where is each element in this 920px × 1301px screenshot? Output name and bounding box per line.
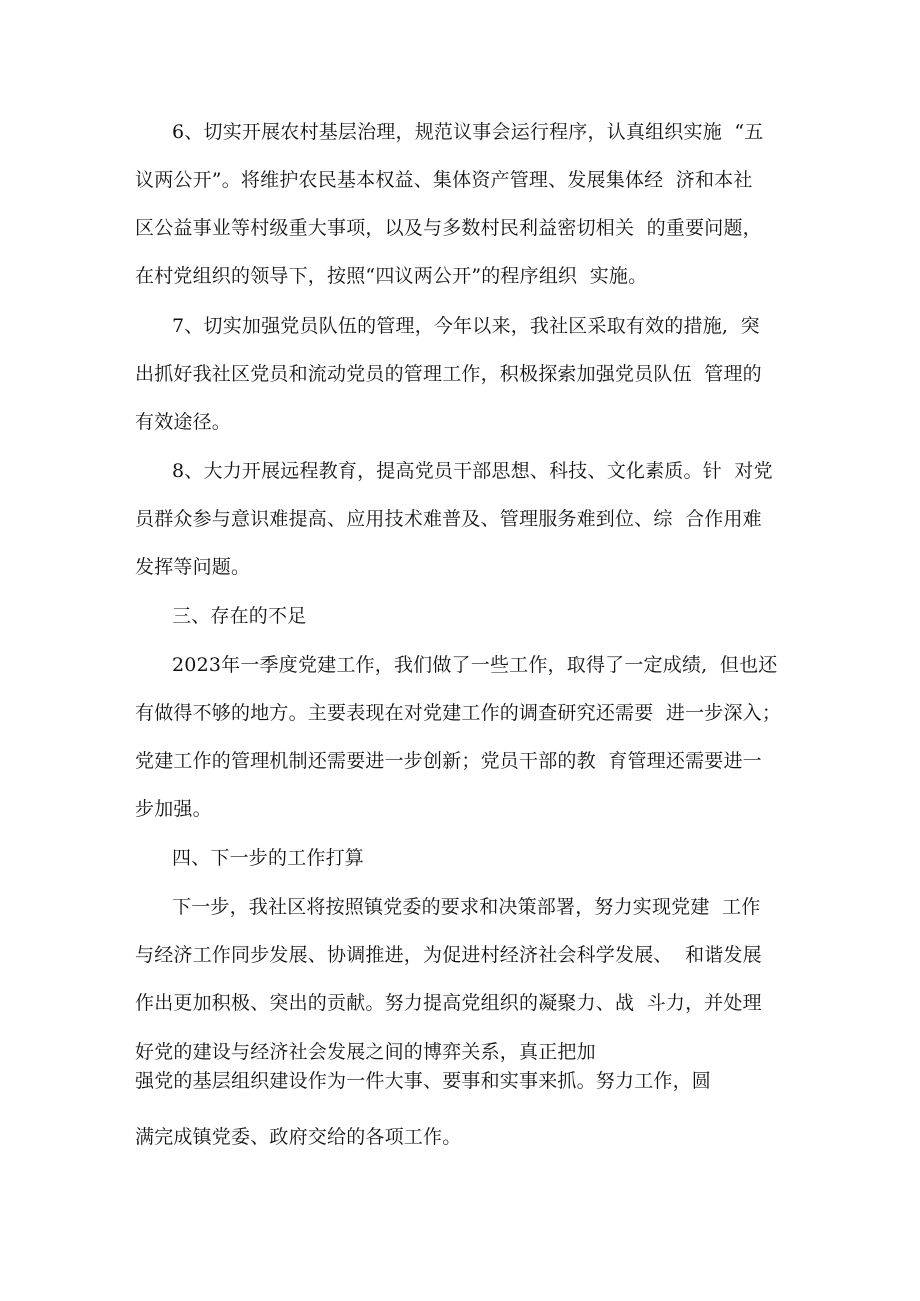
paragraph-item-6-line-3: 区公益事业等村级重大事项，以及与多数村民利益密切相关 的重要问题， [135,217,762,239]
paragraph-next-steps-line-2: 与经济工作同步发展、协调推进，为促进村经济社会科学发展、 和谐发展 [135,944,762,966]
paragraph-item-7-line-3: 有效途径。 [135,411,232,433]
paragraph-item-6-line-4: 在村党组织的领导下，按照“四议两公开”的程序组织 实施。 [135,265,648,287]
paragraph-next-steps-line-4: 好党的建设与经济社会发展之间的博弈关系，真正把加 [135,1041,596,1063]
paragraph-item-8-line-3: 发挥等问题。 [135,556,251,578]
section-heading-next-steps: 四、下一步的工作打算 [172,847,365,869]
paragraph-next-steps-line-3: 作出更加积极、突出的贡献。努力提高党组织的凝聚力、战 斗力，并处理 [135,992,762,1014]
paragraph-shortcomings-line-3: 党建工作的管理机制还需要进一步创新；党员干部的教 育管理还需要进一 [135,750,762,772]
paragraph-shortcomings-line-4: 步加强。 [135,798,212,820]
paragraph-item-7-line-2: 出抓好我社区党员和流动党员的管理工作，积极探索加强党员队伍 管理的 [135,363,762,385]
paragraph-next-steps-line-6: 满完成镇党委、政府交给的各项工作。 [135,1126,462,1148]
paragraph-shortcomings-line-2: 有做得不够的地方。主要表现在对党建工作的调查研究还需要 进一步深入； [135,702,782,724]
paragraph-next-steps-line-1: 下一步，我社区将按照镇党委的要求和决策部署，努力实现党建 工作 [172,896,761,918]
paragraph-item-8-line-2: 员群众参与意识难提高、应用技术难普及、管理服务难到位、综 合作用难 [135,508,762,530]
paragraph-shortcomings-line-1: 2023年一季度党建工作，我们做了一些工作，取得了一定成绩, 但也还 [172,654,778,676]
paragraph-item-6-line-2: 议两公开”。将维护农民基本权益、集体资产管理、发展集体经 济和本社 [135,169,753,191]
section-heading-shortcomings: 三、存在的不足 [172,605,307,627]
paragraph-item-6-line-1: 6、切实开展农村基层治理，规范议事会运行程序，认真组织实施 “五 [172,121,764,143]
paragraph-next-steps-line-5: 强党的基层组织建设作为一件大事、要事和实事来抓。努力工作，圆 [135,1070,712,1092]
paragraph-item-7-line-1: 7、切实加强党员队伍的管理，今年以来，我社区采取有效的措施, 突 [172,315,760,337]
paragraph-item-8-line-1: 8、大力开展远程教育，提高党员干部思想、科技、文化素质。针 对党 [172,460,773,482]
